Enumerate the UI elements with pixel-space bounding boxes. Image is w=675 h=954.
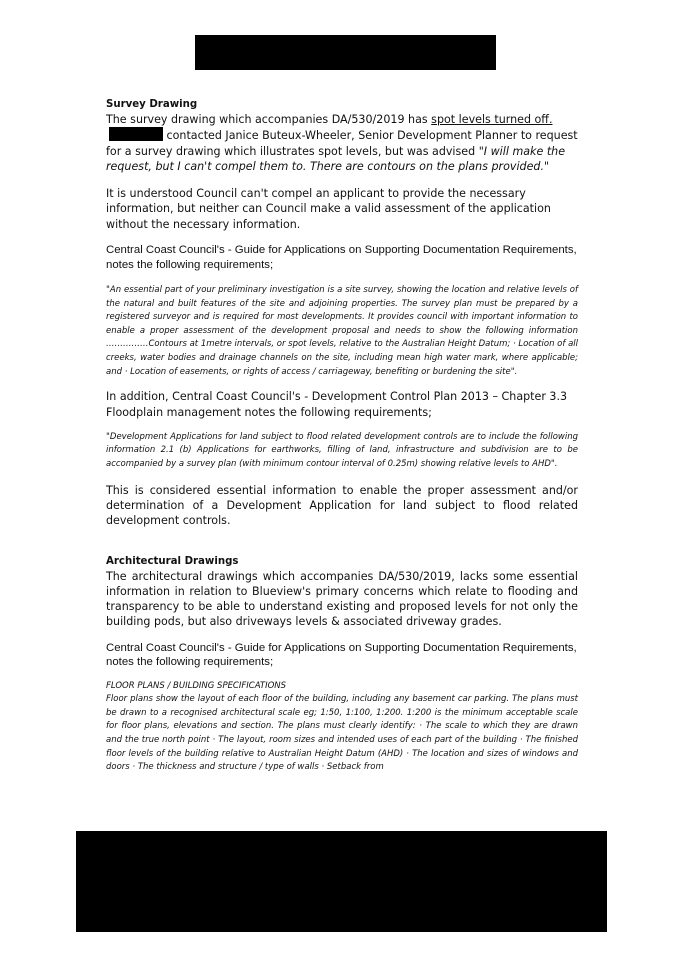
- survey-p1-text-a: The survey drawing which accompanies DA/530/2019 has: [106, 113, 432, 126]
- section-heading-survey: Survey Drawing: [106, 99, 198, 110]
- survey-p1-quote: "I will make the request, but I can't compel them to. There are contours on the plans provided.": [106, 144, 566, 173]
- survey-quote-guide: "An essential part of your preliminary investigation is a site survey, showing the location and relative levels of the natural and built features of the site and adjoining properties. The survey plan must be prepared by a registered surveyor and is required for most developments. It provides council with important information to enable a proper assessment of the development proposal and needs to show the following information ……………Contours at 1metre intervals, or spot levels, relative to the Australian Height Datum; · Location of all creeks, water bodies and drainage channels on the site, including mean high water mark, where applicable; and · Location of easements, or rights of access / carriageway, benefiting or burdening the site".: [106, 285, 578, 377]
- redaction-block-top: [195, 35, 496, 70]
- document-body: [106, 98, 578, 775]
- floor-plans-subheading: FLOOR PLANS / BUILDING SPECIFICATIONS: [106, 680, 287, 691]
- redaction-inline: [109, 127, 163, 141]
- floor-plans-quote: Floor plans show the layout of each floor of the building, including any basement car parking. The plans must be drawn to a recognised architectural scale eg; 1:50, 1:100, 1:200. 1:200 is the minimum acceptable scale for floor plans, elevations and section. The plans must clearly identify: · The scale to which they are drawn and the true north point · The layout, room sizes and intended uses of each part of the building · The finished floor levels of the building relative to Australian Height Datum (AHD) · The location and sizes of windows and doors · The thickness and structure / type of walls · Setback from: [106, 694, 578, 773]
- survey-paragraph-1: [106, 112, 578, 174]
- spot-levels-link: spot levels turned off.: [431, 113, 553, 126]
- section-heading-architectural: Architectural Drawings: [106, 555, 239, 567]
- architectural-paragraph-2: Central Coast Council's - Guide for Applications on Supporting Documentation Requirements, notes the following requirements;: [106, 641, 577, 669]
- redaction-block-bottom: [76, 831, 607, 932]
- survey-paragraph-4: In addition, Central Coast Council's - Development Control Plan 2013 – Chapter 3.3 Floodplain management notes the following requirements;: [106, 390, 568, 419]
- architectural-paragraph-1: The architectural drawings which accompanies DA/530/2019, lacks some essential information in relation to Blueview's primary concerns which relate to flooding and transparency to be able to understand existing and proposed levels for not only the building pods, but also driveways levels & associated driveway grades.: [106, 569, 578, 629]
- survey-p1-text-b: contacted Janice Buteux-Wheeler, Senior Development Planner to request for a survey drawing which illustrates spot levels, but was advised: [106, 129, 578, 158]
- survey-quote-dcp: "Development Applications for land subject to flood related development controls are to include the following information 2.1 (b) Applications for earthworks, filling of land, infrastructure and subdivision are to be accompanied by a survey plan (with minimum contour interval of 0.25m) showing relative levels to AHD".: [106, 431, 578, 470]
- survey-paragraph-5: This is considered essential information to enable the proper assessment and/or determination of a Development Application for land subject to flood related development controls.: [106, 483, 578, 528]
- survey-paragraph-2: It is understood Council can't compel an applicant to provide the necessary information, but neither can Council make a valid assessment of the application without the necessary information.: [106, 187, 551, 231]
- survey-paragraph-3: Central Coast Council's - Guide for Applications on Supporting Documentation Requirements, notes the following requirements;: [106, 244, 577, 271]
